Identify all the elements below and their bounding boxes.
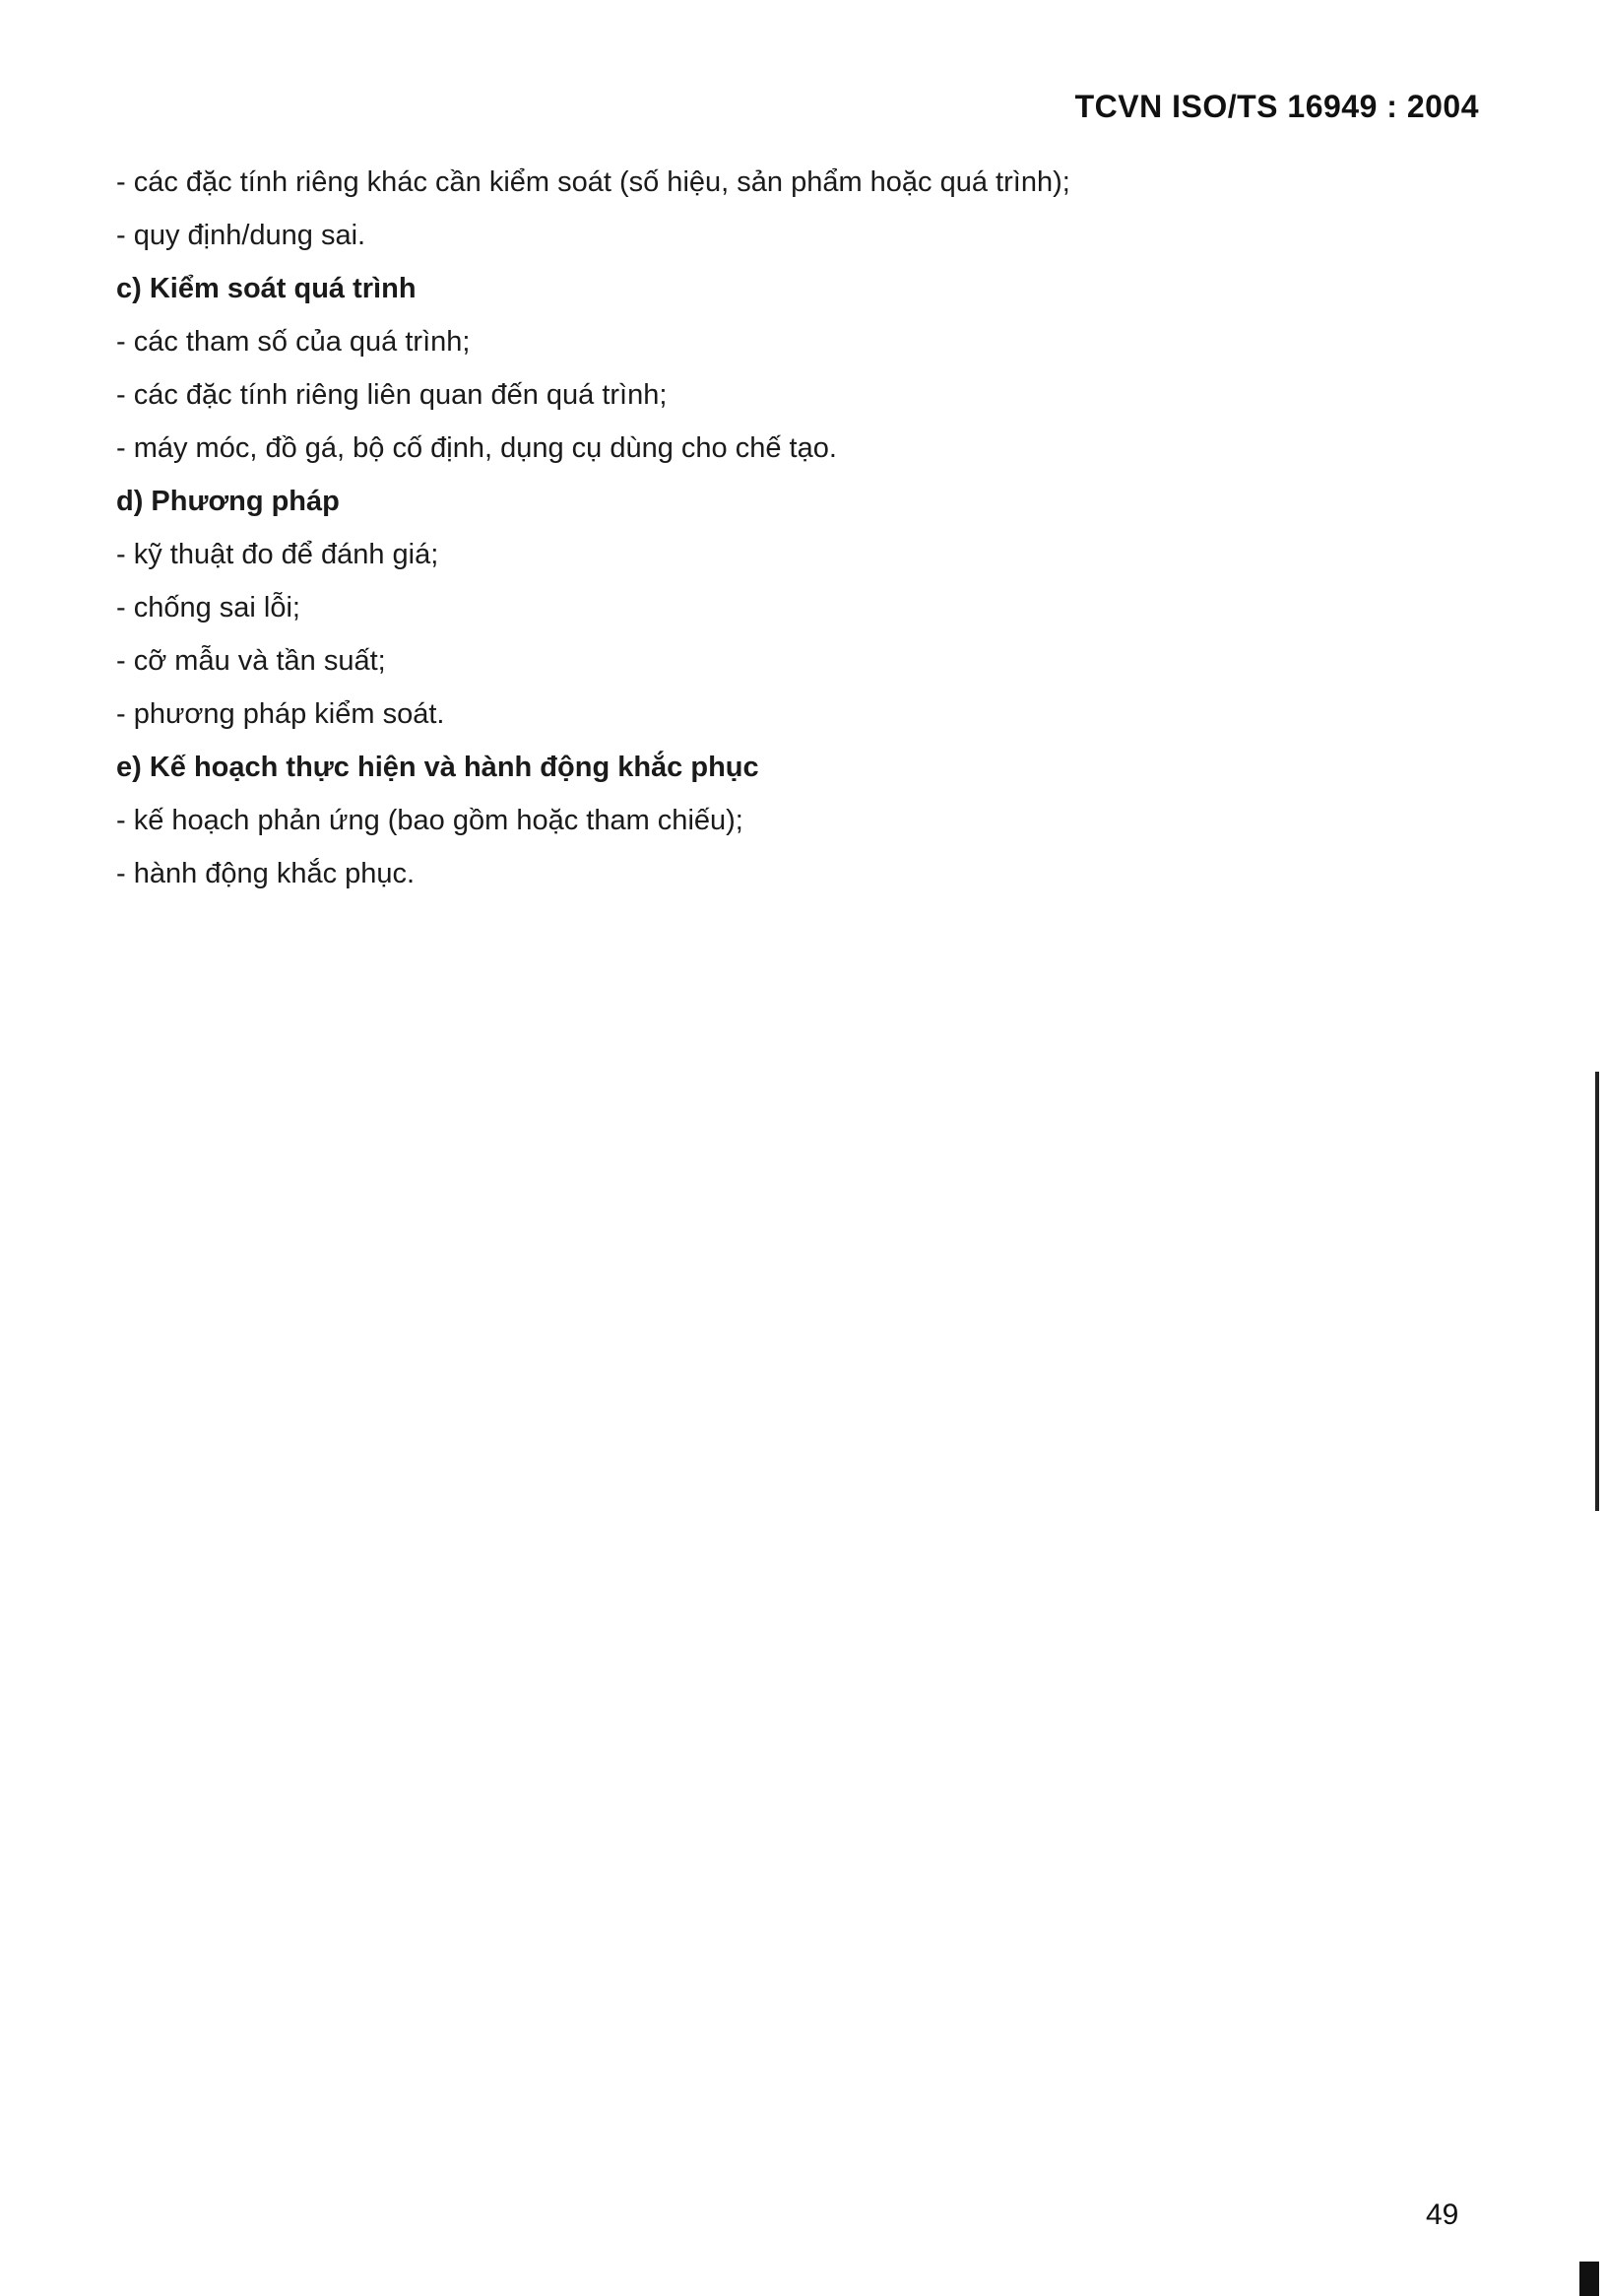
scan-corner-mark [1579,2262,1599,2296]
list-item-process-parameters: - các tham số của quá trình; [116,326,471,358]
list-item-machines-fixtures: - máy móc, đồ gá, bộ cố định, dụng cụ dùng cho chế tạo. [116,432,837,464]
section-heading-methods: d) Phương pháp [116,486,340,517]
list-item-tolerance: - quy định/dung sai. [116,220,366,251]
list-item-measurement-technique: - kỹ thuật đo để đánh giá; [116,539,439,570]
list-item-sample-size: - cỡ mẫu và tần suất; [116,645,386,677]
scan-edge-mark [1595,1072,1599,1511]
standard-code-header: TCVN ISO/TS 16949 : 2004 [1074,89,1479,124]
list-item-reaction-plan: - kế hoạch phản ứng (bao gồm hoặc tham chiếu); [116,805,743,836]
list-item-other-characteristics: - các đặc tính riêng khác cần kiểm soát (số hiệu, sản phẩm hoặc quá trình); [116,166,1070,198]
list-item-corrective-action: - hành động khắc phục. [116,858,416,889]
list-item-error-proofing: - chống sai lỗi; [116,592,300,623]
section-heading-reaction-plan: e) Kế hoạch thực hiện và hành động khắc phục [116,752,759,783]
list-item-control-method: - phương pháp kiểm soát. [116,698,445,730]
document-body [116,156,1396,900]
page-number: 49 [1426,2198,1459,2231]
list-item-process-characteristics: - các đặc tính riêng liên quan đến quá trình; [116,379,668,411]
section-heading-process-control: c) Kiểm soát quá trình [116,273,417,304]
